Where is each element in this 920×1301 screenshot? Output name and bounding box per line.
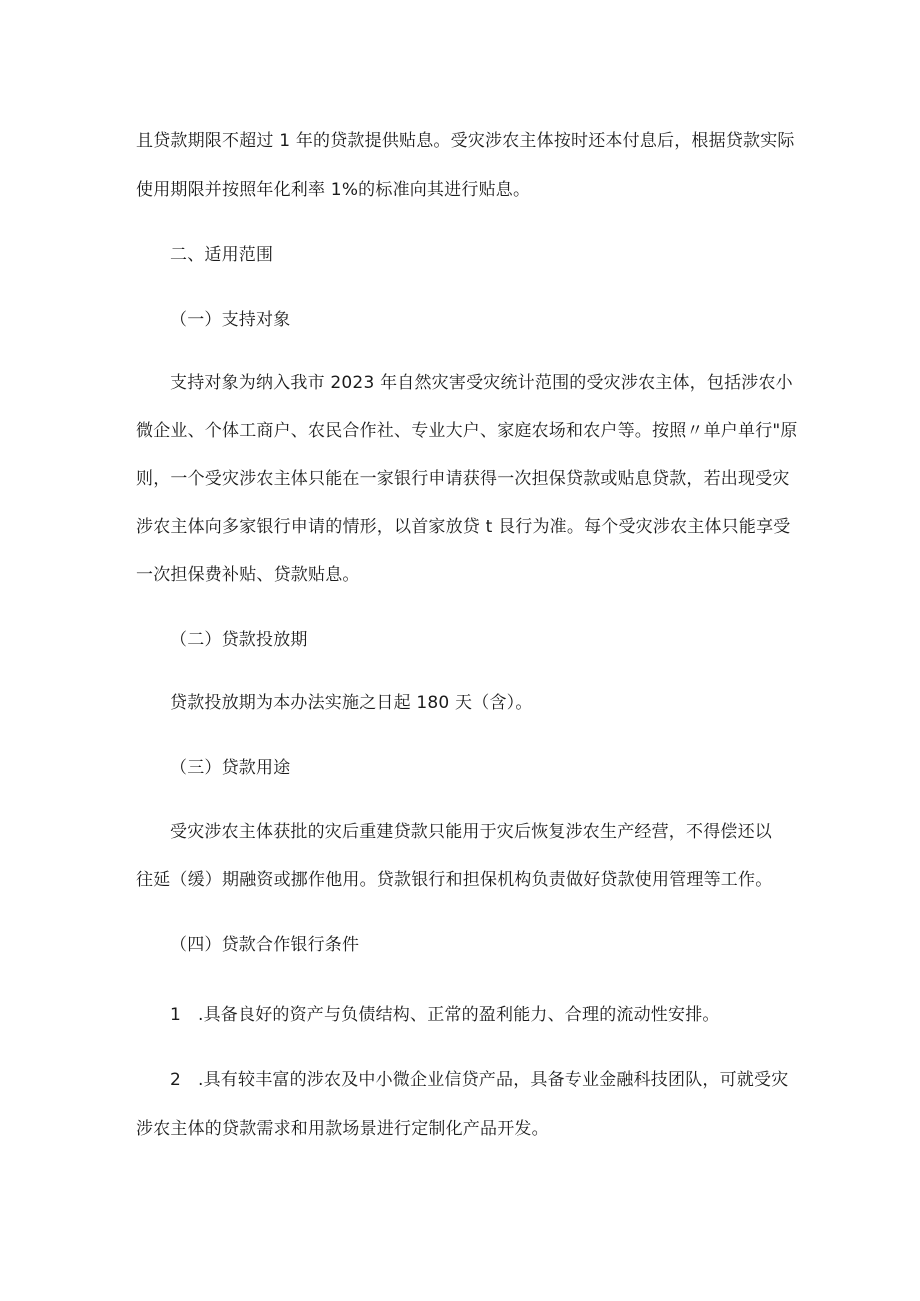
subsection-heading: （一）支持对象 xyxy=(170,310,291,330)
paragraph-line: 受灾涉农主体获批的灾后重建贷款只能用于灾后恢复涉农生产经营，不得偿还以 xyxy=(170,822,772,842)
paragraph-line: 且贷款期限不超过 1 年的贷款提供贴息。受灾涉农主体按时还本付息后，根据贷款实际 xyxy=(136,131,795,151)
list-item-number: 1 xyxy=(170,1005,182,1025)
subsection-heading: （二）贷款投放期 xyxy=(170,630,308,650)
list-item-text: .具有较丰富的涉农及中小微企业信贷产品，具备专业金融科技团队，可就受灾 xyxy=(198,1070,789,1090)
list-item-text: .具备良好的资产与负债结构、正常的盈利能力、合理的流动性安排。 xyxy=(198,1005,720,1025)
list-item xyxy=(170,1068,788,1092)
paragraph-line: 往延（缓）期融资或挪作他用。贷款银行和担保机构负责做好贷款使用管理等工作。 xyxy=(136,870,773,890)
paragraph-line: 使用期限并按照年化利率 1%的标准向其进行贴息。 xyxy=(136,180,531,200)
paragraph-line: 贷款投放期为本办法实施之日起 180 天（含）。 xyxy=(170,693,533,713)
subsection-heading: （三）贷款用途 xyxy=(170,758,291,778)
section-heading: 二、适用范围 xyxy=(170,245,274,265)
paragraph-line: 微企业、个体工商户、农民合作社、专业大户、家庭农场和农户等。按照〃单户单行"原 xyxy=(136,421,798,441)
paragraph-line: 则，一个受灾涉农主体只能在一家银行申请获得一次担保贷款或贴息贷款，若出现受灾 xyxy=(136,469,790,489)
paragraph-line: 支持对象为纳入我市 2023 年自然灾害受灾统计范围的受灾涉农主体，包括涉农小 xyxy=(170,373,793,393)
paragraph-line: 一次担保费补贴、贷款贴息。 xyxy=(136,565,360,585)
list-item-number: 2 xyxy=(170,1070,182,1090)
paragraph-line: 涉农主体向多家银行申请的情形，以首家放贷 t 艮行为准。每个受灾涉农主体只能享受 xyxy=(136,517,791,537)
list-item xyxy=(170,1003,720,1027)
paragraph-line: 涉农主体的贷款需求和用款场景进行定制化产品开发。 xyxy=(136,1119,549,1139)
subsection-heading: （四）贷款合作银行条件 xyxy=(170,935,360,955)
